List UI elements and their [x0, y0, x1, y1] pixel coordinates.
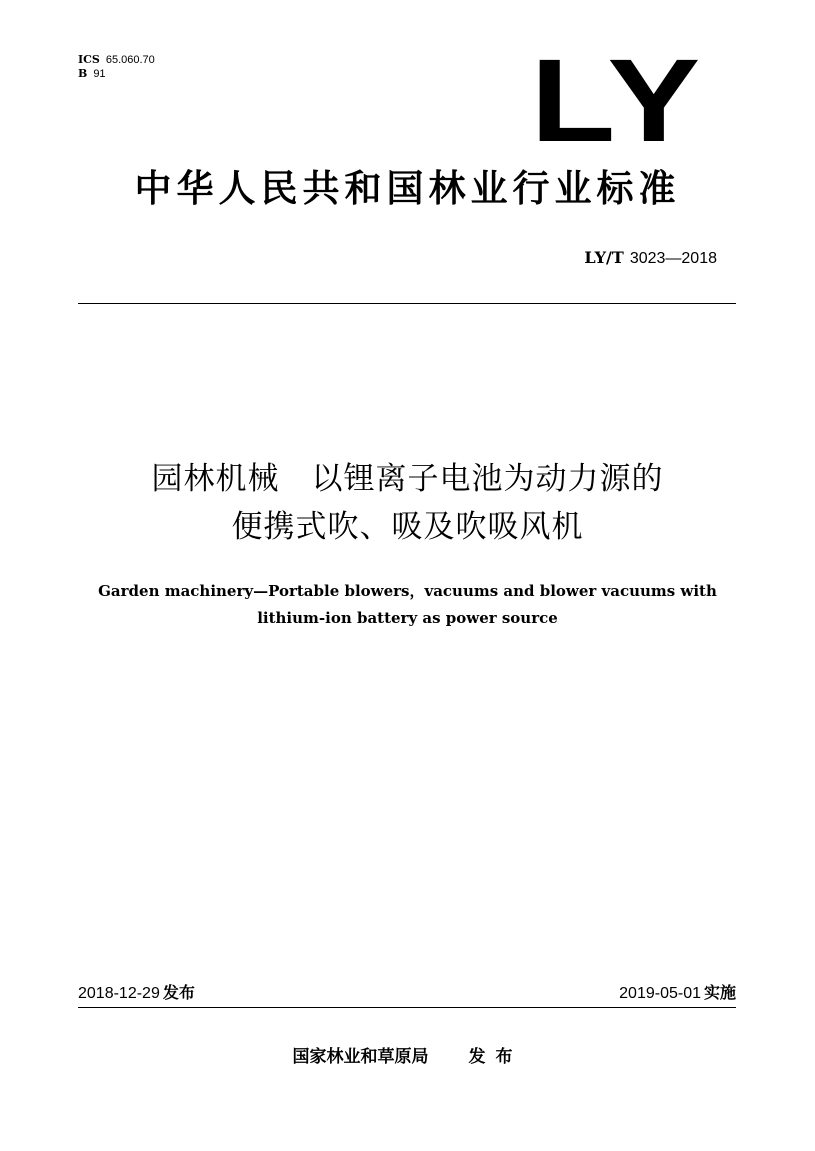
ics-code	[78, 53, 155, 67]
classification-codes	[78, 53, 155, 81]
english-title	[0, 578, 815, 632]
header-divider	[78, 303, 736, 304]
implementation-date-value: 2019-05-01	[619, 985, 701, 1002]
issue-label: 发布	[162, 983, 195, 1002]
ics-value: 65.060.70	[105, 54, 155, 66]
implementation-date	[619, 983, 736, 1004]
english-title-line-2: lithium-ion battery as power source	[257, 609, 558, 627]
standard-number	[584, 248, 717, 269]
standard-number-prefix: LY/T	[584, 248, 624, 267]
ics-label: ICS	[78, 53, 100, 66]
publisher	[0, 1045, 815, 1069]
publisher-action: 发布	[468, 1047, 523, 1067]
issue-date-value: 2018-12-29	[78, 985, 160, 1002]
issue-date	[78, 983, 195, 1004]
ccs-value: 91	[93, 68, 106, 80]
industry-code-mark: LY	[530, 35, 705, 167]
ccs-code	[78, 67, 155, 81]
standard-number-value: 3023—2018	[629, 250, 717, 267]
standard-type-title: 中华人民共和国林业行业标准	[134, 167, 681, 210]
ccs-label: B	[78, 67, 88, 80]
implementation-label: 实施	[703, 983, 736, 1002]
chinese-title-line-2: 便携式吹、吸及吹吸风机	[231, 509, 584, 545]
publisher-name: 国家林业和草原局	[292, 1047, 429, 1067]
footer-divider	[78, 1007, 736, 1008]
english-title-line-1: Garden machinery—Portable blowers，vacuums and blower vacuums with	[98, 582, 717, 600]
chinese-title	[0, 455, 815, 551]
chinese-title-line-1: 园林机械 以锂离子电池为动力源的	[151, 461, 664, 497]
